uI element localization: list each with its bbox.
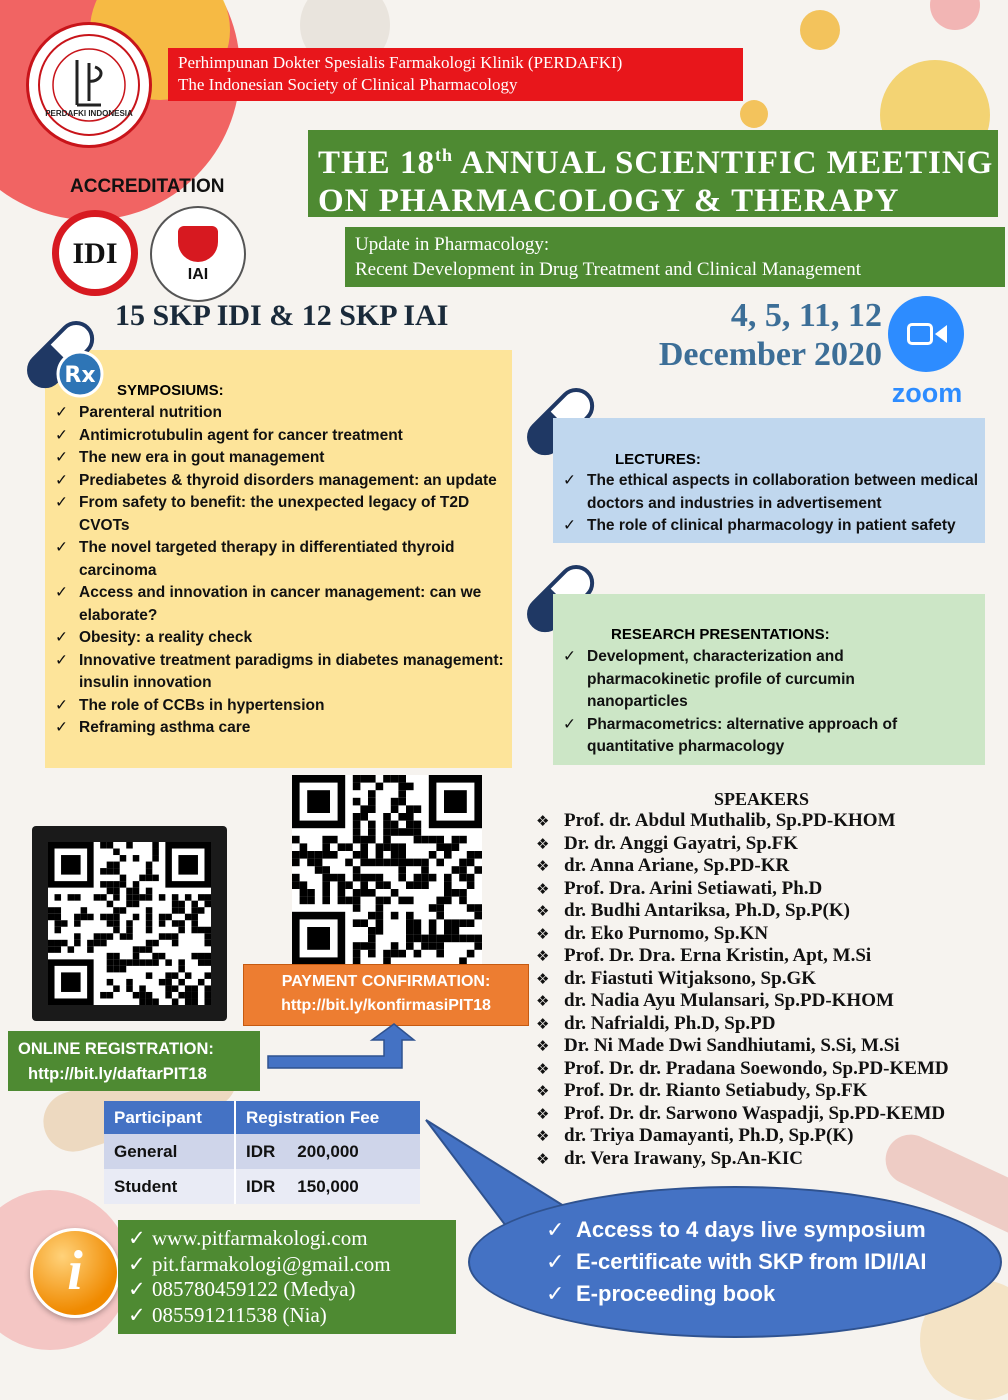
- event-title-line2: ON PHARMACOLOGY & THERAPY: [318, 183, 900, 219]
- symposiums-heading: SYMPOSIUMS:: [117, 382, 224, 399]
- list-item: ❖ dr. Nadia Ayu Mulansari, Sp.PD-KHOM: [536, 990, 1004, 1013]
- list-item: ❖ dr. Budhi Antariksa, Ph.D, Sp.P(K): [536, 900, 1004, 923]
- list-item: ✓ From safety to benefit: the unexpected legacy of T2D CVOTs: [45, 492, 507, 537]
- benefits-list: [546, 1214, 926, 1310]
- list-item: ✓ The role of clinical pharmacology in patient safety: [553, 515, 979, 538]
- svg-text:Rx: Rx: [64, 363, 96, 388]
- idi-logo: IDI: [52, 210, 138, 296]
- registration-qr-frame: [32, 826, 227, 1021]
- research-heading: RESEARCH PRESENTATIONS:: [611, 626, 830, 643]
- payment-link[interactable]: http://bit.ly/konfirmasiPIT18: [281, 997, 491, 1014]
- zoom-logo-text: zoom: [891, 378, 963, 408]
- list-item: ✓ Parenteral nutrition: [45, 402, 507, 425]
- lectures-heading: LECTURES:: [615, 451, 701, 468]
- research-list: [553, 646, 913, 759]
- research-panel: [553, 594, 985, 765]
- theme-line2: Recent Development in Drug Treatment and Clinical Management: [355, 259, 862, 280]
- table-row: General IDR 200,000: [104, 1134, 420, 1169]
- list-item: ❖ dr. Anna Ariane, Sp.PD-KR: [536, 855, 1004, 878]
- benefits-callout: [468, 1186, 1002, 1338]
- payment-label: PAYMENT CONFIRMATION:: [281, 973, 491, 990]
- online-registration-box: [8, 1031, 260, 1091]
- perdafki-logo: [26, 22, 152, 148]
- list-item: ✓ The ethical aspects in collaboration between medical doctors and industries in advertisement: [553, 470, 979, 515]
- org-name-english: The Indonesian Society of Clinical Pharmacology: [178, 75, 518, 94]
- org-name-indonesian: Perhimpunan Dokter Spesialis Farmakologi Klinik (PERDAFKI): [178, 53, 623, 72]
- list-item: ❖ Prof. dr. Abdul Muthalib, Sp.PD-KHOM: [536, 810, 1004, 833]
- fee-header-participant: Participant: [104, 1101, 235, 1134]
- list-item: ✓ Obesity: a reality check: [45, 627, 507, 650]
- list-item: ❖ dr. Fiastuti Witjaksono, Sp.GK: [536, 968, 1004, 991]
- organization-banner: [168, 48, 743, 101]
- list-item: ✓ E-certificate with SKP from IDI/IAI: [546, 1246, 926, 1278]
- lectures-panel: [553, 418, 985, 543]
- email-link[interactable]: ✓ pit.farmakologi@gmail.com: [118, 1252, 391, 1278]
- info-icon: i: [30, 1228, 120, 1318]
- theme-line1: Update in Pharmacology:: [355, 234, 550, 255]
- list-item: ❖ Prof. Dr. Dra. Erna Kristin, Apt, M.Si: [536, 945, 1004, 968]
- payment-confirmation-box: [243, 964, 529, 1026]
- payment-qr-code[interactable]: [292, 775, 482, 965]
- list-item: ✓ The novel targeted therapy in differentiated thyroid carcinoma: [45, 537, 507, 582]
- list-item: ❖ dr. Triya Damayanti, Ph.D, Sp.P(K): [536, 1125, 1004, 1148]
- contact-list: [118, 1226, 391, 1328]
- event-month: December 2020: [658, 336, 882, 373]
- list-item: ❖ Prof. Dr. dr. Pradana Soewondo, Sp.PD-KEMD: [536, 1058, 1004, 1081]
- list-item: ✓ Reframing asthma care: [45, 717, 507, 740]
- list-item: ✓ The new era in gout management: [45, 447, 507, 470]
- registration-label: ONLINE REGISTRATION:: [18, 1040, 214, 1058]
- event-dates: 4, 5, 11, 12: [730, 297, 882, 334]
- list-item: ✓ Prediabetes & thyroid disorders management: an update: [45, 470, 507, 493]
- list-item: ❖ Prof. Dr. dr. Sarwono Waspadji, Sp.PD-KEMD: [536, 1103, 1004, 1126]
- table-row: Student IDR 150,000: [104, 1169, 420, 1204]
- symposiums-panel: [45, 350, 512, 768]
- perdafki-logo-text: PERDAFKI INDONESIA: [45, 109, 133, 118]
- list-item: ❖ dr. Vera Irawany, Sp.An-KIC: [536, 1148, 1004, 1171]
- skp-credits: 15 SKP IDI & 12 SKP IAI: [115, 299, 449, 332]
- website-link[interactable]: ✓ www.pitfarmakologi.com: [118, 1226, 391, 1252]
- zoom-camera-icon: [888, 296, 964, 372]
- arrow-icon: [262, 1022, 417, 1072]
- rx-capsule-icon: [14, 308, 110, 404]
- iai-logo: IAI: [150, 206, 246, 302]
- lectures-list: [553, 470, 979, 538]
- registration-fee-table: [104, 1101, 420, 1204]
- speakers-list: [536, 810, 1004, 1170]
- list-item: ✓ E-proceeding book: [546, 1278, 926, 1310]
- list-item: ❖ Dr. Ni Made Dwi Sandhiutami, S.Si, M.Si: [536, 1035, 1004, 1058]
- list-item: ✓ Antimicrotubulin agent for cancer treatment: [45, 425, 507, 448]
- registration-link[interactable]: http://bit.ly/daftarPIT18: [28, 1065, 207, 1083]
- list-item: ✓ Innovative treatment paradigms in diabetes management: insulin innovation: [45, 650, 507, 695]
- event-theme-banner: [345, 227, 1005, 287]
- contact-box: [118, 1220, 456, 1334]
- symposiums-list: [45, 402, 507, 740]
- phone-medya: ✓ 085780459122 (Medya): [118, 1277, 391, 1303]
- event-title-line1: THE 18th ANNUAL SCIENTIFIC MEETING: [318, 145, 994, 181]
- phone-nia: ✓ 085591211538 (Nia): [118, 1303, 391, 1329]
- event-title-banner: [308, 130, 998, 217]
- registration-qr-code[interactable]: [48, 842, 211, 1005]
- list-item: ✓ Pharmacometrics: alternative approach of quantitative pharmacology: [553, 714, 913, 759]
- list-item: ✓ Access and innovation in cancer management: can we elaborate?: [45, 582, 507, 627]
- accreditation-heading: ACCREDITATION: [70, 176, 225, 197]
- list-item: ✓ Development, characterization and pharmacokinetic profile of curcumin nanoparticles: [553, 646, 913, 714]
- list-item: ❖ Prof. Dr. dr. Rianto Setiabudy, Sp.FK: [536, 1080, 1004, 1103]
- list-item: ❖ dr. Nafrialdi, Ph.D, Sp.PD: [536, 1013, 1004, 1036]
- list-item: ❖ Prof. Dra. Arini Setiawati, Ph.D: [536, 878, 1004, 901]
- list-item: ❖ Dr. dr. Anggi Gayatri, Sp.FK: [536, 833, 1004, 856]
- list-item: ❖ dr. Eko Purnomo, Sp.KN: [536, 923, 1004, 946]
- list-item: ✓ The role of CCBs in hypertension: [45, 695, 507, 718]
- speakers-heading: SPEAKERS: [714, 789, 810, 809]
- fee-header-fee: Registration Fee: [235, 1101, 420, 1134]
- list-item: ✓ Access to 4 days live symposium: [546, 1214, 926, 1246]
